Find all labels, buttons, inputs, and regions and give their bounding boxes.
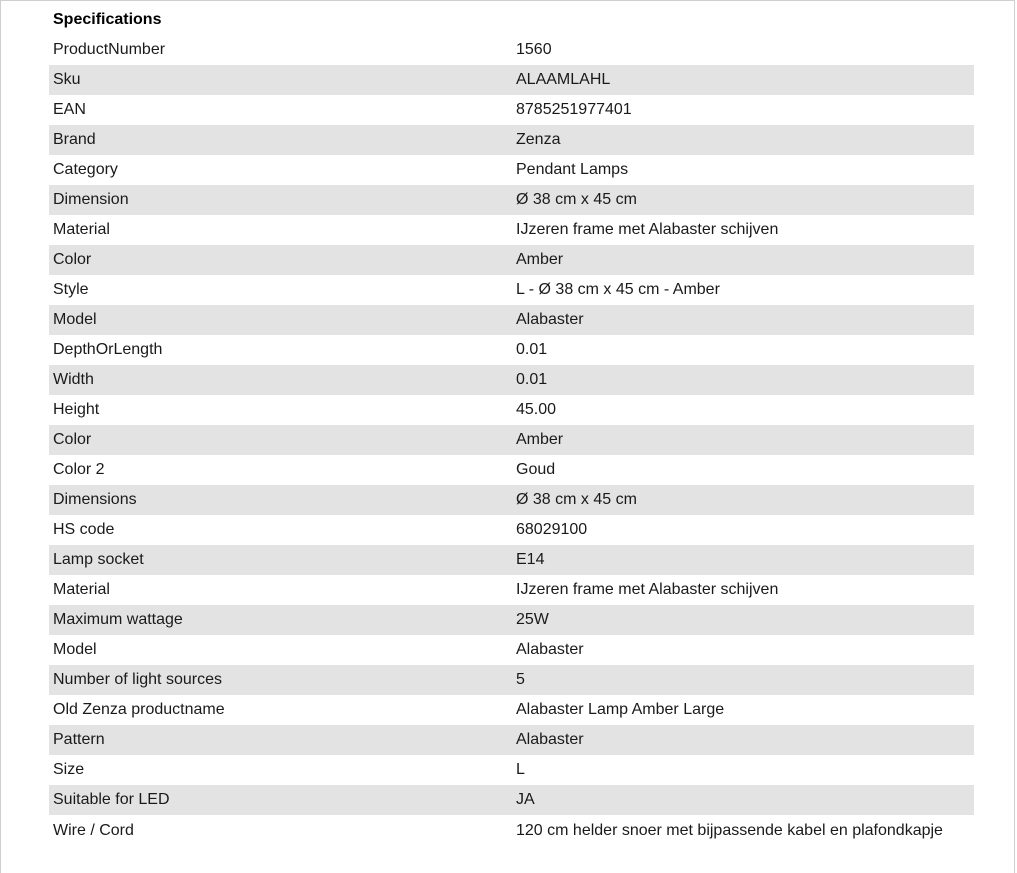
spec-row — [49, 35, 974, 65]
spec-row — [49, 65, 974, 95]
spec-row — [49, 155, 974, 185]
spec-label: Suitable for LED — [49, 785, 512, 815]
spec-label: Old Zenza productname — [49, 695, 512, 725]
spec-row — [49, 305, 974, 335]
spec-label: Style — [49, 275, 512, 305]
spec-value: 8785251977401 — [512, 95, 974, 125]
spec-row — [49, 185, 974, 215]
spec-row — [49, 665, 974, 695]
spec-label: Dimension — [49, 185, 512, 215]
spec-label: Material — [49, 575, 512, 605]
spec-row — [49, 245, 974, 275]
spec-row — [49, 605, 974, 635]
spec-row — [49, 395, 974, 425]
spec-row — [49, 725, 974, 755]
spec-row — [49, 365, 974, 395]
spec-label: EAN — [49, 95, 512, 125]
spec-label: DepthOrLength — [49, 335, 512, 365]
spec-row — [49, 785, 974, 815]
spec-label: Height — [49, 395, 512, 425]
spec-row — [49, 635, 974, 665]
spec-value: E14 — [512, 545, 974, 575]
spec-value: ALAAMLAHL — [512, 65, 974, 95]
specifications-table — [49, 35, 974, 845]
spec-row — [49, 545, 974, 575]
spec-label: Model — [49, 305, 512, 335]
spec-label: Width — [49, 365, 512, 395]
spec-row — [49, 335, 974, 365]
spec-label: HS code — [49, 515, 512, 545]
spec-label: Lamp socket — [49, 545, 512, 575]
spec-label: ProductNumber — [49, 35, 512, 65]
spec-value: L - Ø 38 cm x 45 cm - Amber — [512, 275, 974, 305]
spec-row — [49, 95, 974, 125]
spec-value: Ø 38 cm x 45 cm — [512, 185, 974, 215]
spec-value: IJzeren frame met Alabaster schijven — [512, 215, 974, 245]
spec-row — [49, 455, 974, 485]
spec-row — [49, 215, 974, 245]
spec-value: 5 — [512, 665, 974, 695]
spec-value: 0.01 — [512, 335, 974, 365]
spec-label: Color — [49, 425, 512, 455]
spec-value: Amber — [512, 245, 974, 275]
spec-label: Model — [49, 635, 512, 665]
spec-row — [49, 815, 974, 845]
spec-value: Alabaster — [512, 305, 974, 335]
spec-value: L — [512, 755, 974, 785]
specifications-heading: Specifications — [53, 11, 162, 28]
specifications-table-body — [49, 35, 974, 845]
spec-row — [49, 755, 974, 785]
spec-row — [49, 575, 974, 605]
spec-label: Wire / Cord — [49, 815, 512, 845]
spec-value: 0.01 — [512, 365, 974, 395]
spec-value: 25W — [512, 605, 974, 635]
spec-value: 1560 — [512, 35, 974, 65]
spec-row — [49, 695, 974, 725]
spec-value: 68029100 — [512, 515, 974, 545]
spec-label: Number of light sources — [49, 665, 512, 695]
spec-value: Goud — [512, 455, 974, 485]
spec-value: Alabaster — [512, 725, 974, 755]
spec-label: Dimensions — [49, 485, 512, 515]
spec-value: Alabaster Lamp Amber Large — [512, 695, 974, 725]
spec-row — [49, 275, 974, 305]
spec-value: IJzeren frame met Alabaster schijven — [512, 575, 974, 605]
spec-label: Color 2 — [49, 455, 512, 485]
spec-value: 120 cm helder snoer met bijpassende kabel en plafondkapje — [512, 815, 974, 845]
spec-value: Pendant Lamps — [512, 155, 974, 185]
spec-label: Size — [49, 755, 512, 785]
spec-row — [49, 125, 974, 155]
spec-label: Category — [49, 155, 512, 185]
spec-row — [49, 485, 974, 515]
spec-label: Pattern — [49, 725, 512, 755]
spec-row — [49, 425, 974, 455]
spec-value: Amber — [512, 425, 974, 455]
spec-label: Sku — [49, 65, 512, 95]
spec-value: JA — [512, 785, 974, 815]
spec-label: Material — [49, 215, 512, 245]
spec-label: Color — [49, 245, 512, 275]
spec-row — [49, 515, 974, 545]
spec-value: Ø 38 cm x 45 cm — [512, 485, 974, 515]
spec-label: Maximum wattage — [49, 605, 512, 635]
spec-label: Brand — [49, 125, 512, 155]
spec-value: Zenza — [512, 125, 974, 155]
spec-value: Alabaster — [512, 635, 974, 665]
spec-value: 45.00 — [512, 395, 974, 425]
